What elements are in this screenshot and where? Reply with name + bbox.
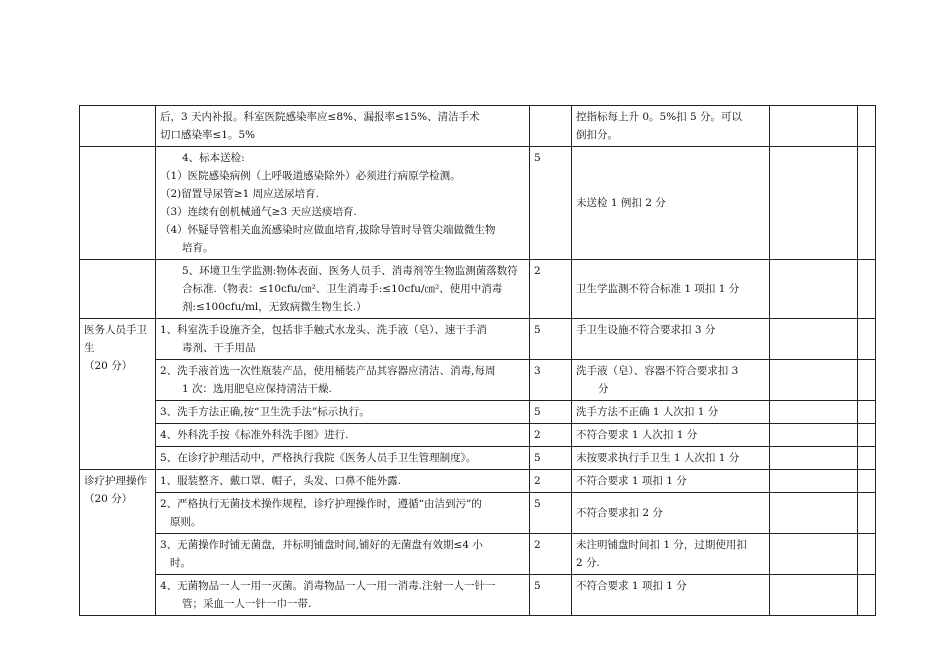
deduction-cell: 洗手方法不正确 1 人次扣 1 分	[572, 401, 770, 424]
blank-cell	[770, 470, 858, 493]
blank-cell	[858, 360, 876, 401]
blank-cell	[770, 360, 858, 401]
blank-cell	[770, 575, 858, 616]
category-cell-hand-hygiene: 医务人员手卫 生 （20 分）	[80, 319, 156, 470]
blank-cell	[770, 260, 858, 319]
table-row	[80, 401, 876, 424]
deduction-cell: 卫生学监测不符合标准 1 项扣 1 分	[572, 260, 770, 319]
category-cell-procedures: 诊疗护理操作 （20 分）	[80, 470, 156, 616]
blank-cell	[858, 319, 876, 360]
blank-cell	[770, 424, 858, 447]
blank-cell	[770, 534, 858, 575]
deduction-cell: 不符合要求 1 项扣 1 分	[572, 575, 770, 616]
deduction-cell: 控指标每上升 0。5%扣 5 分。可以 倒扣分。	[572, 106, 770, 147]
content-cell: 1、服装整齐、戴口罩、帽子，头发、口鼻不能外露.	[156, 470, 530, 493]
score-cell: 2	[530, 470, 572, 493]
deduction-cell: 不符合要求 1 项扣 1 分	[572, 470, 770, 493]
content-cell: 2、洗手液首选一次性瓶装产品，使用桶装产品其容器应清洁、消毒,每周 1 次：选用肥皂应保持清洁干燥.	[156, 360, 530, 401]
table-row	[80, 360, 876, 401]
score-cell: 5	[530, 493, 572, 534]
table-row	[80, 147, 876, 260]
table-row	[80, 575, 876, 616]
deduction-cell: 不符合要求扣 2 分	[572, 493, 770, 534]
content-cell: 4、无菌物品一人一用一灭菌。消毒物品一人一用一消毒.注射一人一针一 管；采血一人一针一巾一带.	[156, 575, 530, 616]
deduction-cell: 未送检 1 例扣 2 分	[572, 147, 770, 260]
score-cell: 3	[530, 360, 572, 401]
score-cell: 5	[530, 575, 572, 616]
content-cell: 2、严格执行无菌技术操作规程，诊疗护理操作时，遵循“由洁到污”的 原则。	[156, 493, 530, 534]
blank-cell	[858, 575, 876, 616]
content-cell: 3、无菌操作时铺无菌盘，并标明铺盘时间,铺好的无菌盘有效期≤4 小 时。	[156, 534, 530, 575]
category-cell	[80, 147, 156, 260]
deduction-cell: 不符合要求 1 人次扣 1 分	[572, 424, 770, 447]
blank-cell	[858, 147, 876, 260]
blank-cell	[858, 493, 876, 534]
blank-cell	[770, 447, 858, 470]
deduction-cell: 洗手液（皂）、容器不符合要求扣 3 分	[572, 360, 770, 401]
table-row	[80, 424, 876, 447]
score-cell: 5	[530, 147, 572, 260]
blank-cell	[858, 401, 876, 424]
category-cell	[80, 260, 156, 319]
blank-cell	[858, 106, 876, 147]
content-cell: 1、科室洗手设施齐全，包括非手触式水龙头、洗手液（皂）、速干手消 毒剂、干手用品	[156, 319, 530, 360]
score-cell: 5	[530, 447, 572, 470]
score-cell: 2	[530, 260, 572, 319]
blank-cell	[770, 147, 858, 260]
blank-cell	[858, 470, 876, 493]
score-cell	[530, 106, 572, 147]
content-cell: 4、标本送检: （1）医院感染病例（上呼吸道感染除外）必须进行病原学检测。 （2)留置导尿管≥1 周应送尿培育. （3）连续有创机械通气≥3 天应送痰培育. （4）怀疑导管相关血流感染时应做血培育,拔除导管时导管尖端做微生物 培育。	[156, 147, 530, 260]
content-cell: 5、环境卫生学监测:物体表面、医务人员手、消毒剂等生物监测菌落数符 合标准.（物表：≤10cfu/㎝²、卫生消毒手:≤10cfu/㎝²、使用中消毒 剂:≤100cfu/ml，无致病微生物生长.）	[156, 260, 530, 319]
table-row	[80, 470, 876, 493]
content-cell: 5、在诊疗护理活动中，严格执行我院《医务人员手卫生管理制度》。	[156, 447, 530, 470]
blank-cell	[858, 447, 876, 470]
table-row	[80, 447, 876, 470]
blank-cell	[770, 106, 858, 147]
blank-cell	[770, 319, 858, 360]
deduction-cell: 手卫生设施不符合要求扣 3 分	[572, 319, 770, 360]
blank-cell	[858, 260, 876, 319]
score-cell: 2	[530, 534, 572, 575]
table-row	[80, 493, 876, 534]
content-cell: 后，3 天内补报。科室医院感染率应≤8%、漏报率≤15%、清洁手术 切口感染率≤1。5%	[156, 106, 530, 147]
category-cell	[80, 106, 156, 147]
inspection-standards-table	[79, 105, 876, 616]
table-row	[80, 106, 876, 147]
blank-cell	[858, 534, 876, 575]
content-cell: 4、外科洗手按《标准外科洗手图》进行.	[156, 424, 530, 447]
score-cell: 2	[530, 424, 572, 447]
blank-cell	[770, 401, 858, 424]
score-cell: 5	[530, 401, 572, 424]
table-row	[80, 260, 876, 319]
content-cell: 3、洗手方法正确,按“卫生洗手法”标示执行。	[156, 401, 530, 424]
deduction-cell: 未注明铺盘时间扣 1 分，过期使用扣 2 分.	[572, 534, 770, 575]
table-row	[80, 534, 876, 575]
blank-cell	[858, 424, 876, 447]
table-row	[80, 319, 876, 360]
score-cell: 5	[530, 319, 572, 360]
deduction-cell: 未按要求执行手卫生 1 人次扣 1 分	[572, 447, 770, 470]
blank-cell	[770, 493, 858, 534]
